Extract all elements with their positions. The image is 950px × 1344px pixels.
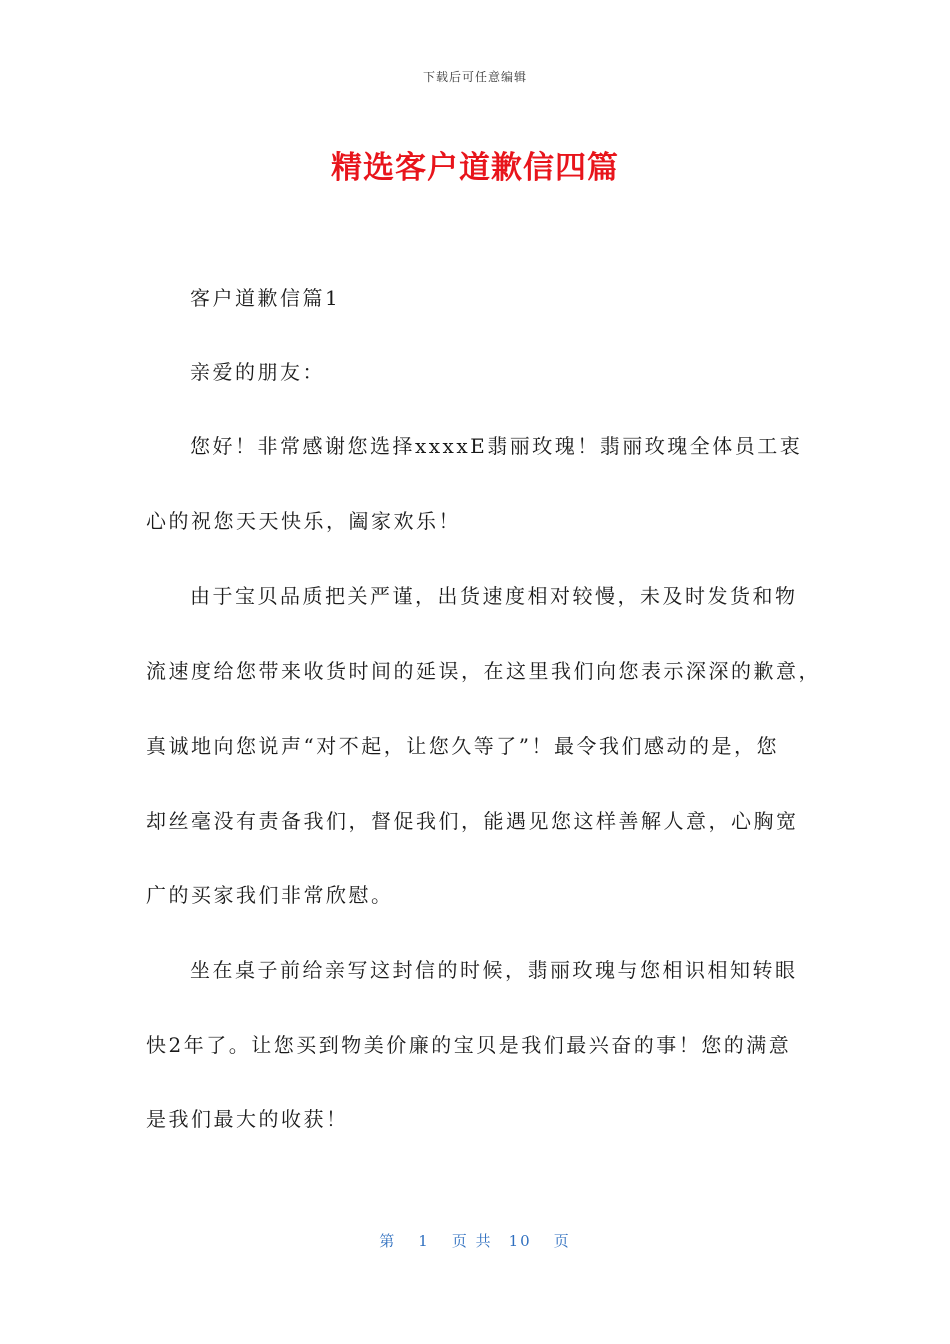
paragraph-line: 流速度给您带来收货时间的延误，在这里我们向您表示深深的歉意， [146, 659, 821, 683]
page-suffix: 页 [553, 1232, 571, 1250]
paragraph-line: 却丝毫没有责备我们，督促我们，能遇见您这样善解人意，心胸宽 [146, 809, 799, 833]
paragraph-line: 您好！非常感谢您选择xxxxE翡丽玫瑰！翡丽玫瑰全体员工衷 [190, 434, 803, 458]
salutation: 亲爱的朋友： [190, 360, 325, 384]
page-footer [0, 1230, 950, 1251]
paragraph-line: 由于宝贝品质把关严谨，出货速度相对较慢，未及时发货和物 [190, 584, 798, 608]
current-page-number: 1 [418, 1232, 430, 1250]
paragraph-line: 心的祝您天天快乐，阖家欢乐！ [146, 509, 461, 533]
page-middle: 页 共 [451, 1232, 493, 1250]
paragraph-line: 真诚地向您说声“对不起，让您久等了”！最令我们感动的是，您 [146, 734, 779, 758]
paragraph-line: 广的买家我们非常欣慰。 [146, 883, 394, 907]
paragraph-line: 是我们最大的收获！ [146, 1107, 349, 1131]
section-heading: 客户道歉信篇1 [190, 286, 341, 310]
document-title: 精选客户道歉信四篇 [331, 150, 619, 186]
paragraph-line: 快2年了。让您买到物美价廉的宝贝是我们最兴奋的事！您的满意 [146, 1033, 792, 1057]
page-prefix: 第 [379, 1232, 397, 1250]
total-pages: 10 [508, 1232, 532, 1250]
header-note: 下载后可任意编辑 [422, 70, 527, 84]
paragraph-line: 坐在桌子前给亲写这封信的时候，翡丽玫瑰与您相识相知转眼 [190, 958, 798, 982]
